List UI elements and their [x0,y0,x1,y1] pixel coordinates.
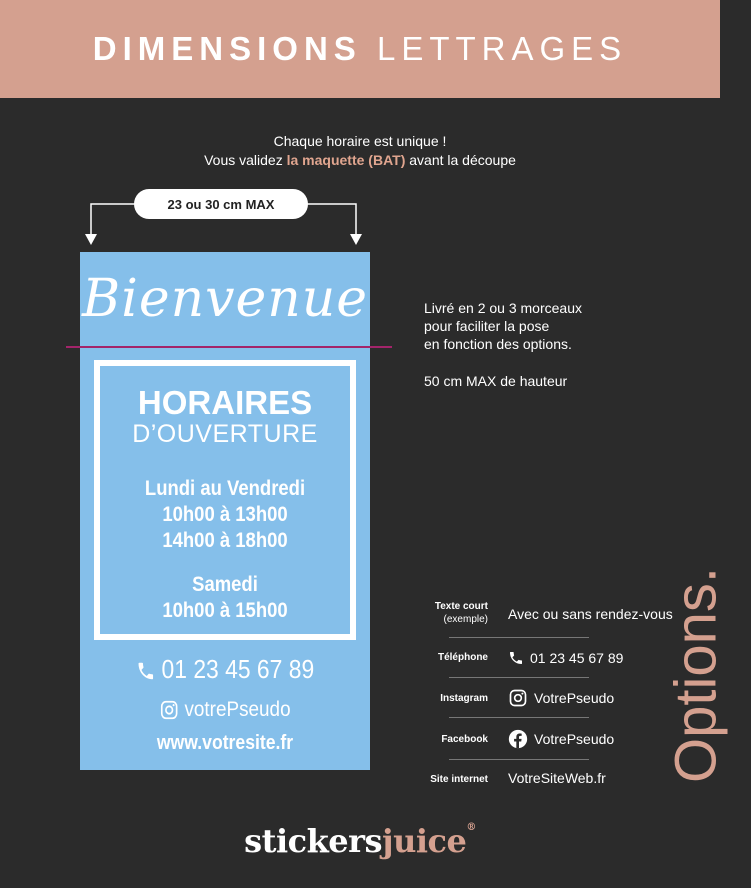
option-label-text: Texte court [434,601,488,612]
sign-phone [97,654,352,685]
options-title-text: Options. [663,567,729,783]
sign-title: HORAIRES [137,384,313,421]
option-divider [449,677,589,678]
option-sublabel: (exemple) [443,614,488,625]
option-value-text: VotrePseudo [534,690,615,706]
option-value: Avec ou sans rendez-vous [508,606,673,622]
logo-registered: ® [466,822,476,833]
weekdays-hours-1: 10h00 à 13h00 [162,503,288,526]
sign-welcome: Bienvenue [81,269,368,329]
pieces-line1: Livré en 2 ou 3 morceaux [424,300,582,316]
option-value: VotreSiteWeb.fr [508,770,606,786]
option-divider [449,717,589,718]
sign-website: www.votresite.fr [156,732,294,754]
option-label: Instagram [440,693,488,704]
pieces-line3: en fonction des options. [424,336,572,352]
intro-line1: Chaque horaire est unique ! [273,133,447,149]
logo-part1: stickers [244,822,382,860]
weekdays-block [115,476,335,554]
pieces-line2: pour faciliter la pose [424,318,550,334]
sign-instagram [95,698,356,722]
pieces-note [424,299,582,353]
instagram-icon [508,688,528,708]
intro-line2-after: avant la découpe [409,152,516,168]
brand-logo [0,822,720,860]
instagram-icon [159,699,179,721]
cut-line [66,346,392,348]
facebook-icon [508,729,528,749]
option-value [508,649,623,667]
option-divider [449,637,589,638]
saturday-block [115,572,335,624]
title-light: LETTRAGES [376,30,628,67]
intro-line2-before: Vous validez [204,152,283,168]
saturday-label: Samedi [192,573,258,596]
logo-part2: juice [382,822,467,860]
intro-highlight: la maquette (BAT) [286,152,406,168]
saturday-hours: 10h00 à 15h00 [162,599,288,622]
option-value [508,688,614,708]
option-value [508,729,614,749]
option-label: Facebook [441,734,488,745]
sign-subtitle: D’OUVERTURE [132,420,318,448]
option-label: Téléphone [437,652,488,663]
phone-icon [136,659,155,683]
option-label: Site internet [430,774,488,785]
sign-instagram-handle: votrePseudo [184,698,291,721]
option-value-text: VotrePseudo [534,731,615,747]
option-value-text: 01 23 45 67 89 [530,650,624,666]
sign-mockup [80,252,370,770]
title-bold: DIMENSIONS [92,30,362,67]
option-divider [449,759,589,760]
height-note: 50 cm MAX de hauteur [424,373,568,389]
weekdays-hours-2: 14h00 à 18h00 [162,529,288,552]
width-label-pill: 23 ou 30 cm MAX [134,189,308,219]
weekdays-label: Lundi au Vendredi [144,477,306,500]
options-title [641,560,751,790]
sign-phone-number: 01 23 45 67 89 [161,654,315,684]
option-label [412,600,488,626]
phone-icon [508,649,524,667]
hours-box [94,360,356,640]
